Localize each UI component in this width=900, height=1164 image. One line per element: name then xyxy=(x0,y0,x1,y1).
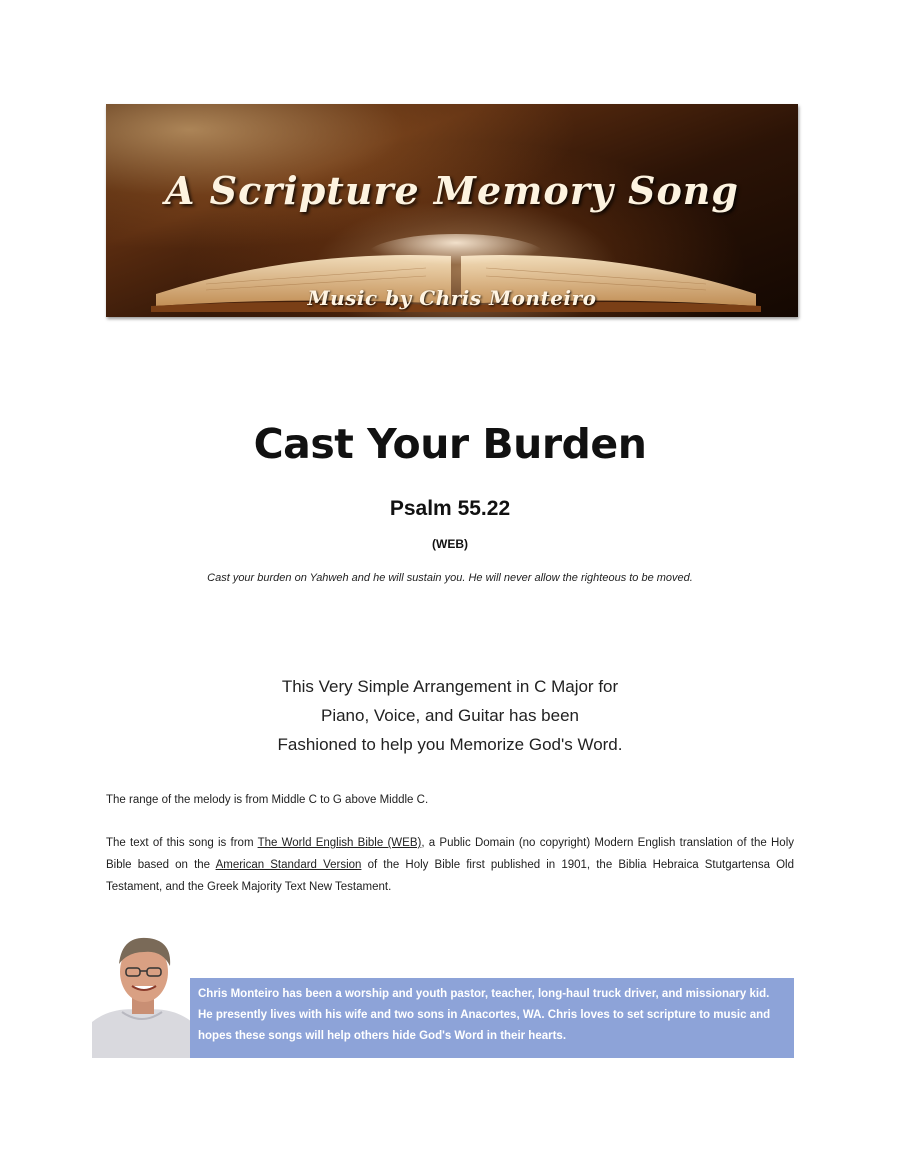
text-source-paragraph xyxy=(106,832,794,898)
description-line-3: Fashioned to help you Memorize God's Word. xyxy=(277,735,623,754)
source-suffix: of the Holy Bible first published in 1901, the Biblia Hebraica Stutgartensa Old Testament, and the Greek Majority Text New Testament. xyxy=(106,859,794,893)
bible-version: (WEB) xyxy=(432,537,468,551)
author-photo xyxy=(92,930,192,1058)
banner-title: A Scripture Memory Song xyxy=(164,168,740,213)
description-line-1: This Very Simple Arrangement in C Major for xyxy=(281,677,619,696)
web-link[interactable]: The World English Bible (WEB) xyxy=(257,837,422,849)
author-bio xyxy=(92,930,794,1058)
bio-text: Chris Monteiro has been a worship and youth pastor, teacher, long-haul truck driver, and missionary kid. He presently lives with his wife and two sons in Anacortes, WA. Chris loves to set scripture to music and hopes these songs will help others hide God's Word in their hearts. xyxy=(190,978,794,1058)
song-title: Cast Your Burden xyxy=(253,420,647,468)
asv-link[interactable]: American Standard Version xyxy=(215,859,362,871)
arrangement-description xyxy=(0,672,900,759)
source-middle: , a Public Domain (no copyright) Modern English translation of the Holy Bible based on the xyxy=(106,837,794,871)
description-line-2: Piano, Voice, and Guitar has been xyxy=(320,706,579,725)
banner xyxy=(106,104,798,317)
source-prefix: The text of this song is from xyxy=(106,837,258,849)
verse-text: Cast your burden on Yahweh and he will sustain you. He will never allow the righteous to be moved. xyxy=(207,572,693,584)
scripture-reference: Psalm 55.22 xyxy=(389,497,511,520)
banner-credit: Music by Chris Monteiro xyxy=(307,286,597,310)
melody-range: The range of the melody is from Middle C to G above Middle C. xyxy=(106,794,429,806)
